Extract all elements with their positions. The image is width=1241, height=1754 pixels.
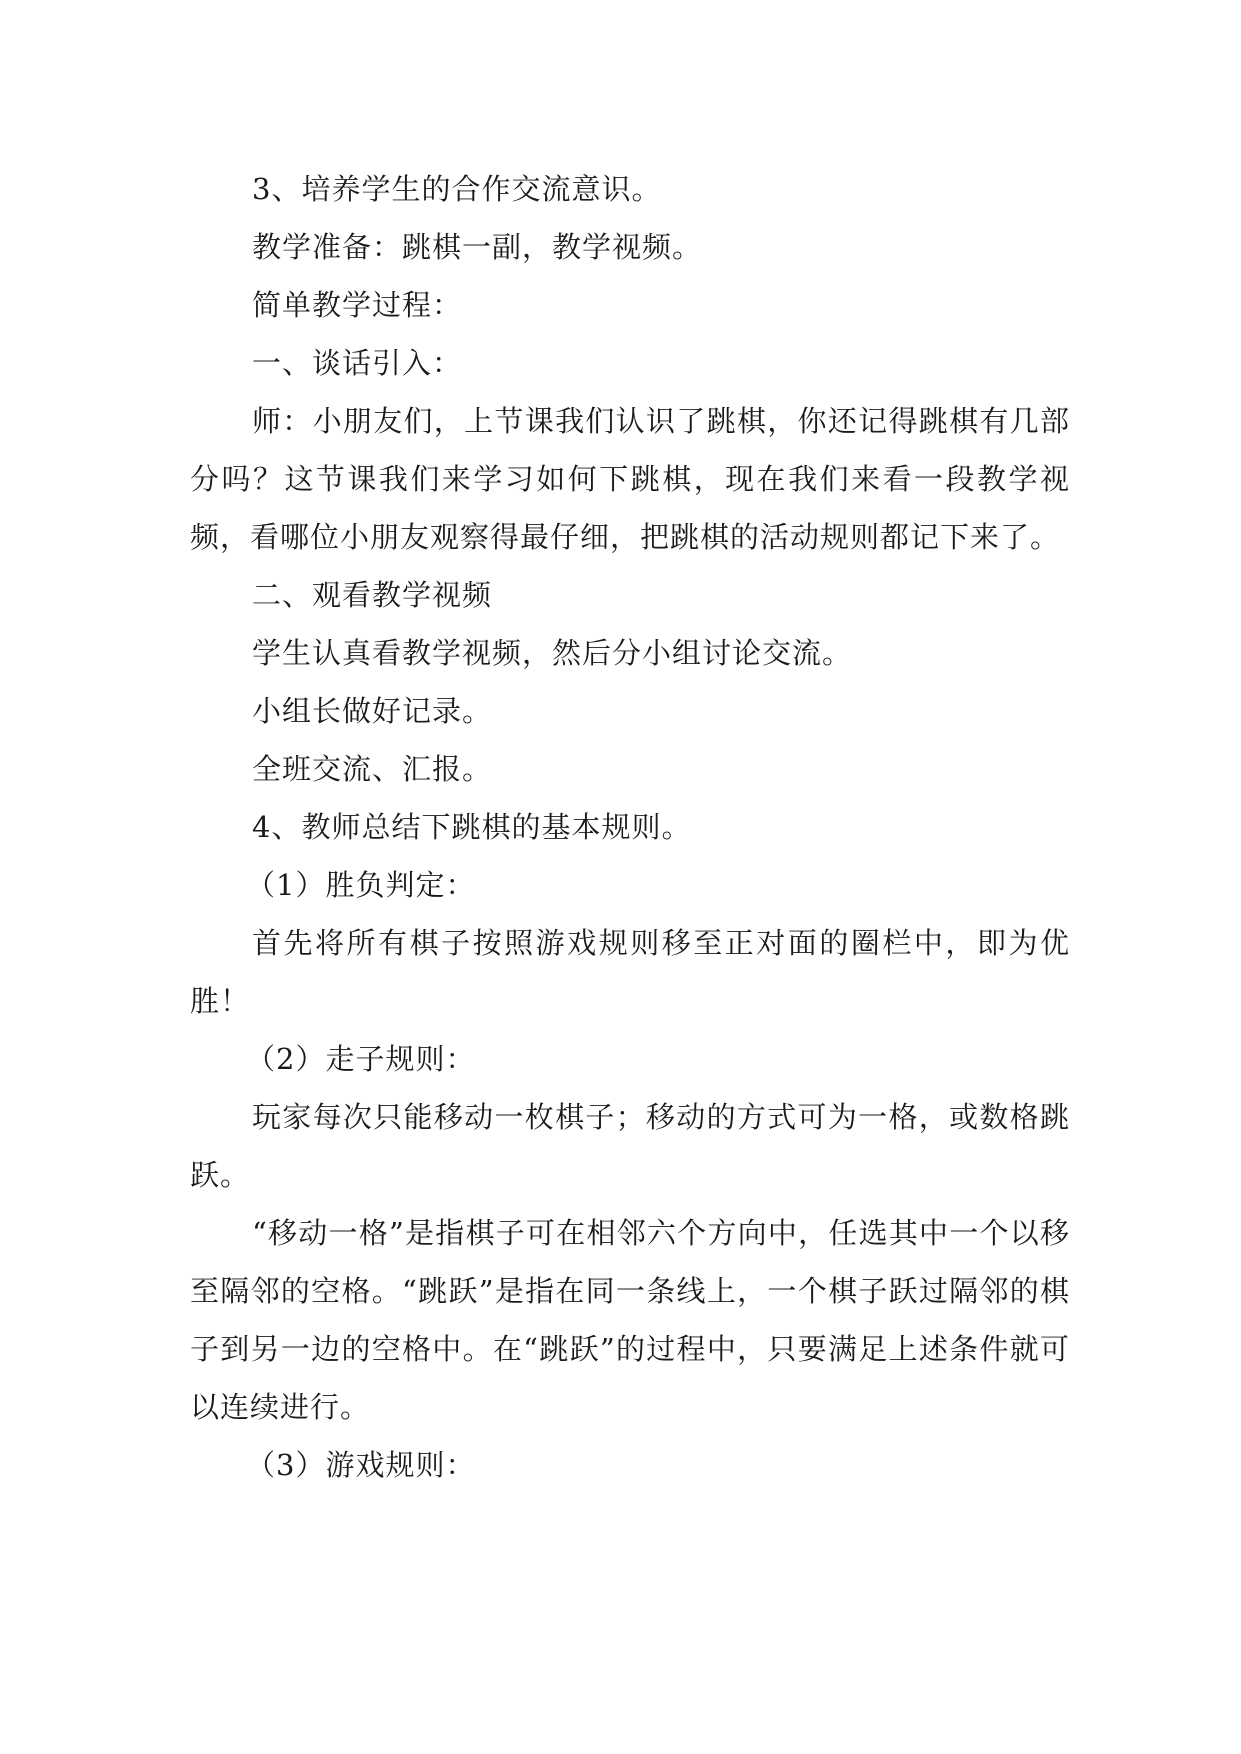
subheading-win-condition: （1）胜负判定： [246,868,476,902]
subheading-game-rules: （3）游戏规则： [246,1448,476,1482]
section-heading-introduction: 一、谈话引入： [252,346,463,380]
paragraph-group-discussion: 学生认真看教学视频，然后分小组讨论交流。 [252,636,853,670]
paragraph-rules-summary: 4、教师总结下跳棋的基本规则。 [252,810,692,844]
paragraph-move-definitions: “移动一格”是指棋子可在相邻六个方向中，任选其中一个以移至隔邻的空格。“跳跃”是指在同一条线上，一个棋子跃过隔邻的棋子到另一边的空格中。在“跳跃”的过程中，只要满足上述条件就可以连续进行。 [190,1216,1070,1424]
paragraph-class-report: 全班交流、汇报。 [252,752,493,786]
paragraph-teaching-preparation: 教学准备：跳棋一副，教学视频。 [252,230,703,264]
paragraph-win-condition: 首先将所有棋子按照游戏规则移至正对面的圈栏中，即为优胜！ [190,926,1070,1018]
subheading-move-rules: （2）走子规则： [246,1042,476,1076]
section-heading-watch-video: 二、观看教学视频 [252,578,493,612]
paragraph-objective-3: 3、培养学生的合作交流意识。 [252,172,662,206]
paragraph-teacher-intro: 师：小朋友们，上节课我们认识了跳棋，你还记得跳棋有几部分吗？这节课我们来学习如何下跳棋，现在我们来看一段教学视频，看哪位小朋友观察得最仔细，把跳棋的活动规则都记下来了。 [190,404,1070,554]
document-body [190,160,1070,1494]
paragraph-move-rules: 玩家每次只能移动一枚棋子；移动的方式可为一格，或数格跳跃。 [190,1100,1070,1192]
paragraph-process-heading: 简单教学过程： [252,288,463,322]
paragraph-group-record: 小组长做好记录。 [252,694,493,728]
